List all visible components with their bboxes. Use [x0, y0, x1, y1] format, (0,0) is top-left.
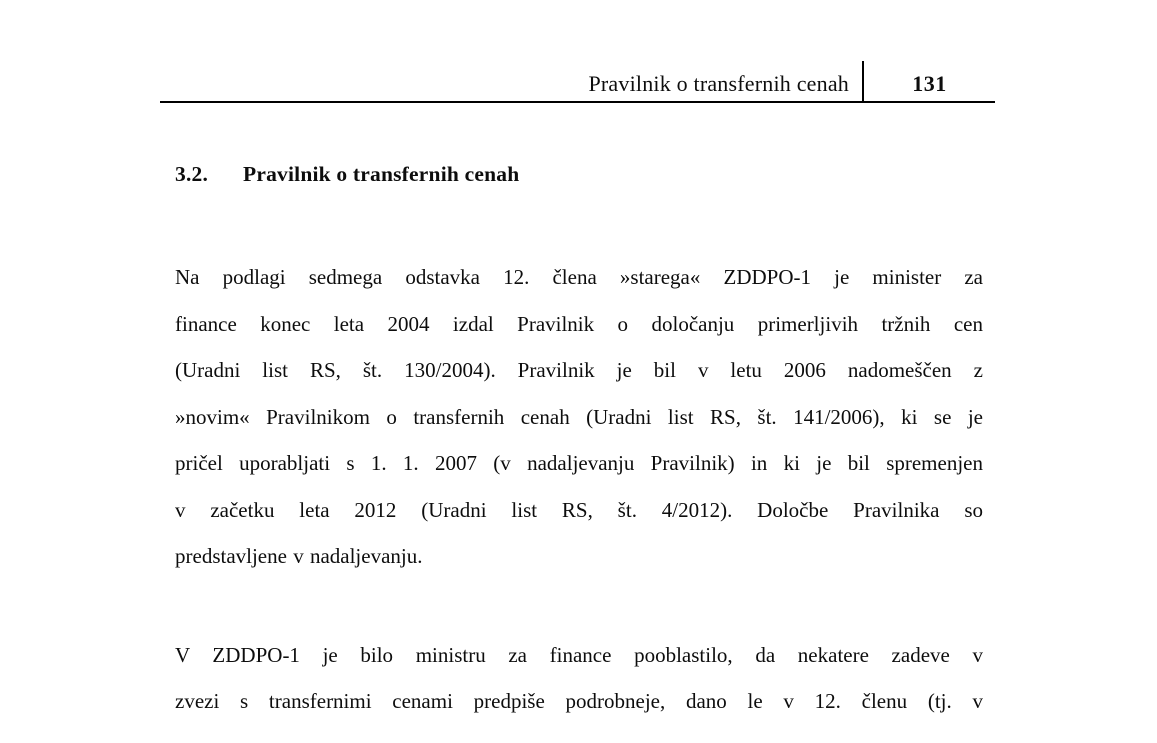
text-line: finance konec leta 2004 izdal Pravilnik o določanju primerljivih tržnih cen	[175, 311, 983, 336]
section-heading	[175, 162, 519, 187]
section-number: 3.2.	[175, 162, 209, 186]
text-line: v začetku leta 2012 (Uradni list RS, št. 4/2012). Določbe Pravilnika so	[175, 497, 983, 522]
text-line: Na podlagi sedmega odstavka 12. člena »starega« ZDDPO-1 je minister za	[175, 265, 983, 289]
text-line: predstavljene v nadaljevanju.	[175, 544, 423, 568]
text-line: zvezi s transfernimi cenami predpiše podrobneje, dano le v 12. členu (tj. v	[175, 689, 983, 713]
text-line: (Uradni list RS, št. 130/2004). Pravilnik je bil v letu 2006 nadomeščen z	[175, 358, 983, 382]
page-header	[160, 60, 995, 103]
running-title: Pravilnik o transfernih cenah	[588, 71, 849, 96]
text-line: pričel uporabljati s 1. 1. 2007 (v nadaljevanju Pravilnik) in ki je bil spremenjen	[175, 451, 983, 475]
paragraph	[175, 254, 983, 580]
page-number: 131	[912, 71, 947, 96]
paragraph	[175, 632, 983, 725]
body-text	[175, 254, 983, 725]
text-line: V ZDDPO-1 je bilo ministru za finance pooblastilo, da nekatere zadeve v	[175, 642, 983, 667]
section-title: Pravilnik o transfernih cenah	[243, 162, 520, 186]
text-line: »novim« Pravilnikom o transfernih cenah (Uradni list RS, št. 141/2006), ki se je	[175, 404, 983, 429]
